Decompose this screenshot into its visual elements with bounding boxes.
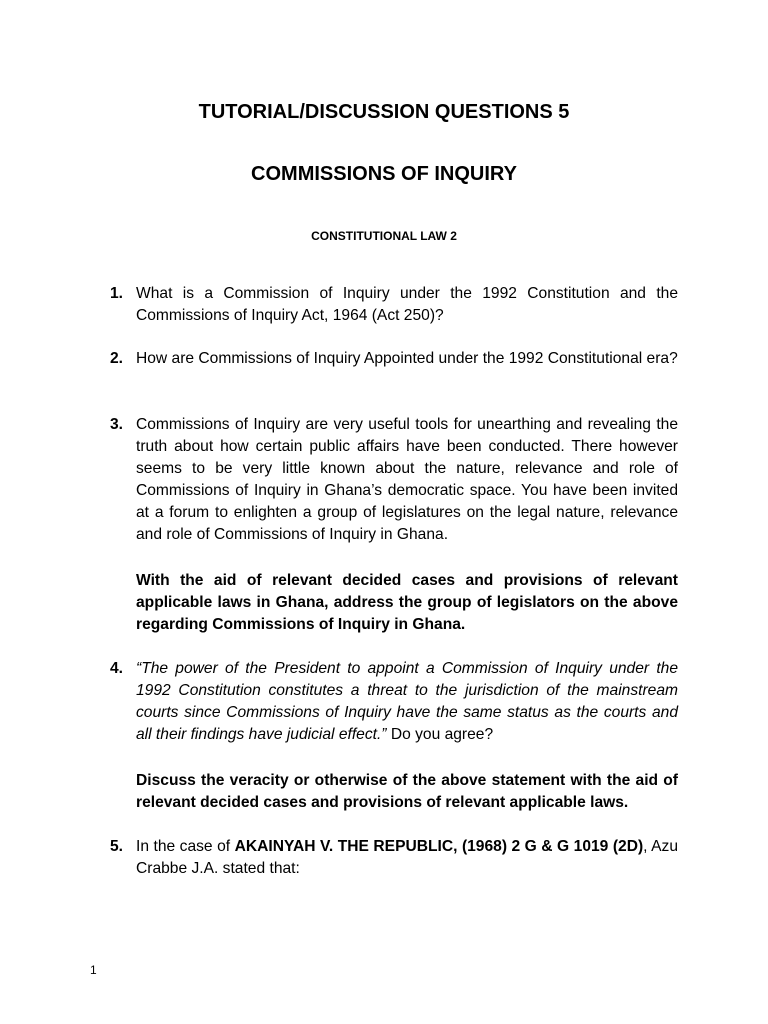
question-rest: , Azu Crabbe J.A. stated that:: [136, 838, 678, 877]
question-text: Commissions of Inquiry are very useful tools for unearthing and revealing the truth about how certain public affairs have been conducted. There however seems to be very little known about the nature, relevance and role of Commissions of Inquiry in Ghana’s democratic space. You have been invited at a forum to enlighten a group of legislatures on the legal nature, relevance and role of Commissions of Inquiry in Ghana.: [136, 416, 678, 543]
question-number: 5.: [110, 838, 124, 855]
question-3-instruction: [110, 570, 678, 636]
document-subtitle: COMMISSIONS OF INQUIRY: [251, 163, 517, 185]
question-1: [110, 283, 678, 327]
question-text: [136, 658, 678, 746]
question-4-instruction: [110, 770, 678, 814]
question-3: [110, 414, 678, 546]
question-number: 1.: [110, 285, 124, 302]
question-4: [110, 658, 678, 746]
question-lead: In the case of: [136, 838, 235, 855]
question-text: What is a Commission of Inquiry under the 1992 Constitution and the Commissions of Inquiry Act, 1964 (Act 250)?: [136, 285, 678, 324]
document-title: TUTORIAL/DISCUSSION QUESTIONS 5: [198, 101, 570, 123]
question-number: 2.: [110, 350, 124, 367]
question-instruction: Discuss the veracity or otherwise of the above statement with the aid of relevant decided cases and provisions of relevant applicable laws.: [136, 772, 678, 811]
question-tail: Do you agree?: [386, 726, 494, 743]
case-citation: AKAINYAH V. THE REPUBLIC, (1968) 2 G & G 1019 (2D): [234, 838, 644, 855]
question-number: 3.: [110, 416, 124, 433]
page-number: 1: [90, 963, 97, 977]
question-instruction: With the aid of relevant decided cases and provisions of relevant applicable laws in Ghana, address the group of legislators on the above regarding Commissions of Inquiry in Ghana.: [136, 572, 678, 633]
question-text: [136, 836, 678, 880]
quoted-statement: “The power of the President to appoint a Commission of Inquiry under the 1992 Constitution constitutes a threat to the jurisdiction of the mainstream courts since Commissions of Inquiry have the same status as the courts and all their findings have judicial effect.”: [136, 660, 678, 743]
question-text: How are Commissions of Inquiry Appointed under the 1992 Constitutional era?: [136, 350, 678, 367]
course-name: CONSTITUTIONAL LAW 2: [311, 229, 457, 243]
question-number: 4.: [110, 660, 124, 677]
question-5: [110, 836, 678, 880]
question-2: [110, 348, 678, 370]
